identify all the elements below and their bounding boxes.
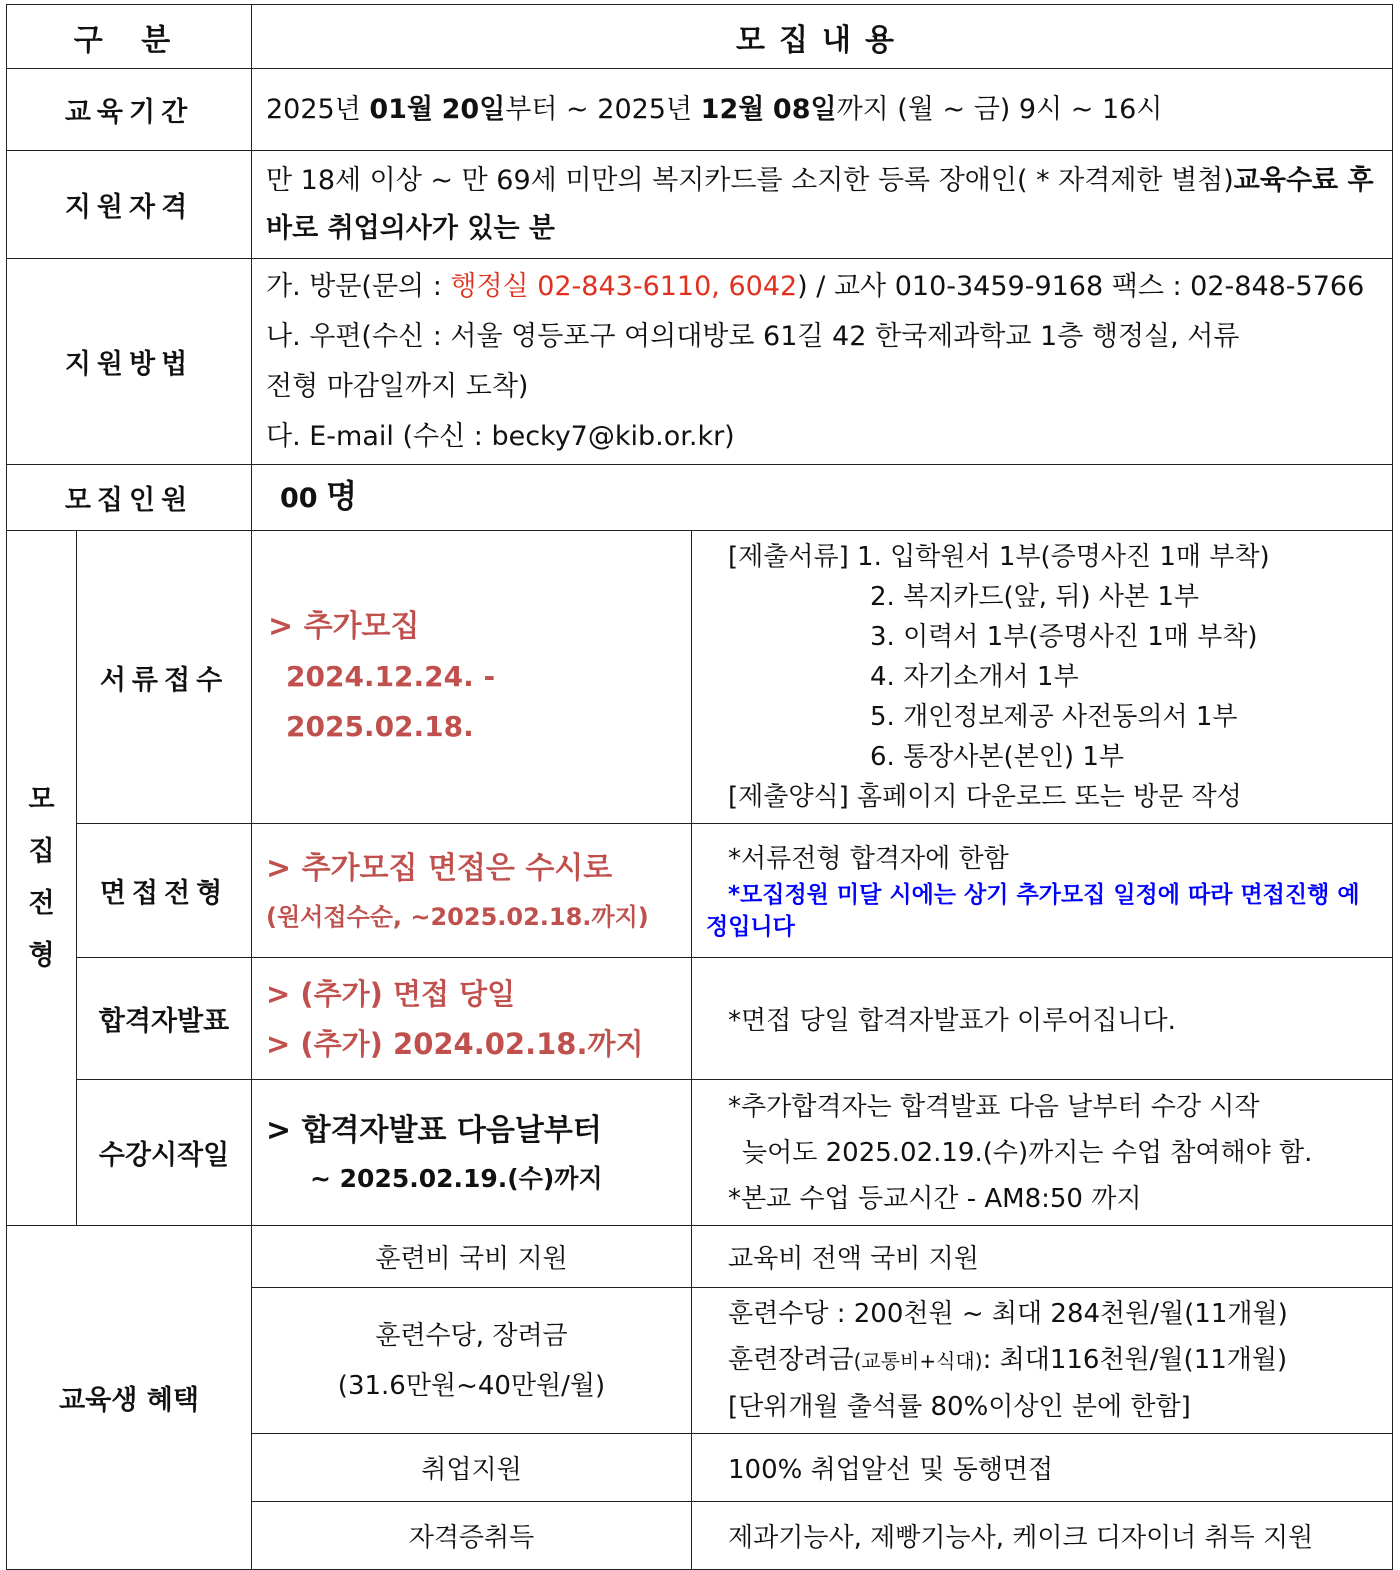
header-category: 구 분 bbox=[7, 5, 252, 69]
docs-item-5: 5. 개인정보제공 사전동의서 1부 bbox=[870, 702, 1238, 732]
result-schedule-1: > (추가) 면접 당일 bbox=[266, 976, 516, 1011]
period-row bbox=[7, 69, 1393, 151]
start-note-2: 늦어도 2025.02.19.(수)까지는 수업 참여해야 함. bbox=[742, 1137, 1313, 1168]
benefit-row-1 bbox=[7, 1226, 1393, 1288]
benefit-desc-3: 100% 취업알선 및 동행면접 bbox=[692, 1434, 1393, 1502]
docs-item-4: 4. 자기소개서 1부 bbox=[870, 662, 1079, 692]
benefit-name-2-line2: (31.6만원~40만원/월) bbox=[337, 1370, 606, 1401]
interview-schedule bbox=[252, 824, 692, 958]
qualification-label: 지원자격 bbox=[7, 151, 252, 259]
selection-label bbox=[7, 531, 77, 1226]
docs-item-6: 6. 통장사본(본인) 1부 bbox=[870, 742, 1124, 772]
period-value bbox=[252, 69, 1393, 151]
interview-note-1: *서류전형 합격자에 한함 bbox=[728, 843, 1009, 874]
recruitment-table bbox=[6, 4, 1393, 1570]
method-row bbox=[7, 259, 1393, 465]
incentive-detail: (교통비+식대) bbox=[853, 1349, 983, 1373]
benefits-label: 교육생 혜택 bbox=[7, 1226, 252, 1570]
result-schedule bbox=[252, 958, 692, 1080]
incentive-amount: : 최대116천원/월(11개월) bbox=[982, 1345, 1288, 1375]
period-start-month: 01월 bbox=[369, 93, 434, 125]
result-schedule-2: > (추가) 2024.02.18.까지 bbox=[266, 1026, 644, 1061]
method-visit-prefix: 가. 방문(문의 : bbox=[266, 270, 451, 302]
qualification-row bbox=[7, 151, 1393, 259]
headcount-unit: 명 bbox=[326, 477, 358, 515]
interview-label: 면접전형 bbox=[77, 824, 252, 958]
benefit-desc-1: 교육비 전액 국비 지원 bbox=[692, 1226, 1393, 1288]
result-label: 합격자발표 bbox=[77, 958, 252, 1080]
docs-schedule-title: > 추가모집 bbox=[268, 609, 420, 644]
method-visit-phone: 행정실 02-843-6110, 6042 bbox=[450, 270, 798, 302]
docs-row bbox=[7, 531, 1393, 824]
benefit-desc-2 bbox=[692, 1288, 1393, 1434]
method-value bbox=[252, 259, 1393, 465]
benefit-name-4: 자격증취득 bbox=[252, 1502, 692, 1570]
benefit-desc-2-line1: 훈련수당 : 200천원 ~ 최대 284천원/월(11개월) bbox=[728, 1299, 1288, 1329]
method-mail-cont: 전형 마감일까지 도착) bbox=[266, 370, 529, 402]
headcount-row bbox=[7, 465, 1393, 531]
benefit-desc-2-line2 bbox=[728, 1337, 1392, 1384]
headcount-number: 00 bbox=[280, 483, 318, 514]
selection-label-text: 모집전형 bbox=[28, 784, 55, 971]
header-content: 모집내용 bbox=[252, 5, 1393, 69]
result-note: *면접 당일 합격자발표가 이루어집니다. bbox=[692, 958, 1393, 1080]
benefit-name-3: 취업지원 bbox=[252, 1434, 692, 1502]
period-to: 까지 (월 ~ 금) 9시 ~ 16시 bbox=[836, 93, 1163, 125]
benefit-desc-2-line3: [단위개월 출석률 80%이상인 분에 한함] bbox=[728, 1392, 1191, 1422]
headcount-value bbox=[252, 465, 1393, 531]
interview-row bbox=[7, 824, 1393, 958]
method-visit-suffix: ) / 교사 010-3459-9168 팩스 : 02-848-5766 bbox=[797, 270, 1365, 302]
period-start-year: 2025년 bbox=[266, 93, 361, 125]
header-row bbox=[7, 5, 1393, 69]
method-mail: 나. 우편(수신 : 서울 영등포구 여의대방로 61길 42 한국제과학교 1층 행정실, 서류 bbox=[266, 320, 1240, 352]
headcount-label: 모집인원 bbox=[7, 465, 252, 531]
start-schedule bbox=[252, 1080, 692, 1226]
period-end-year: 2025년 bbox=[597, 93, 693, 125]
period-end-month: 12월 bbox=[700, 93, 765, 125]
start-schedule-1: > 합격자발표 다음날부터 bbox=[266, 1112, 602, 1148]
interview-notes bbox=[692, 824, 1393, 958]
docs-item-3: 3. 이력서 1부(증명사진 1매 부착) bbox=[870, 622, 1258, 652]
docs-submit-title: [제출서류] bbox=[728, 542, 849, 572]
start-note-3: *본교 수업 등교시간 - AM8:50 까지 bbox=[728, 1183, 1142, 1214]
benefit-name-2-line1: 훈련수당, 장려금 bbox=[375, 1320, 568, 1351]
start-note-1: *추가합격자는 합격발표 다음 날부터 수강 시작 bbox=[728, 1091, 1260, 1122]
benefit-name-2 bbox=[252, 1288, 692, 1434]
docs-item-1 bbox=[728, 537, 1382, 577]
method-visit bbox=[266, 262, 1382, 312]
method-email: 다. E-mail (수신 : becky7@kib.or.kr) bbox=[266, 420, 735, 452]
benefit-desc-4: 제과기능사, 제빵기능사, 케이크 디자이너 취득 지원 bbox=[692, 1502, 1393, 1570]
qualification-text: 만 18세 이상 ~ 만 69세 미만의 복지카드를 소지한 등록 장애인( * 자격제한 별첨) bbox=[266, 164, 1234, 196]
period-end-day: 08일 bbox=[772, 93, 837, 125]
method-label: 지원방법 bbox=[7, 259, 252, 465]
period-label: 교육기간 bbox=[7, 69, 252, 151]
start-label: 수강시작일 bbox=[77, 1080, 252, 1226]
docs-item-text: 1. 입학원서 1부(증명사진 1매 부착) bbox=[857, 542, 1270, 572]
incentive-label: 훈련장려금 bbox=[728, 1345, 854, 1375]
period-from: 부터 ~ bbox=[505, 93, 589, 125]
period-start-day: 20일 bbox=[441, 93, 506, 125]
docs-label: 서류접수 bbox=[77, 531, 252, 824]
result-row bbox=[7, 958, 1393, 1080]
interview-schedule-title: > 추가모집 면접은 수시로 bbox=[266, 850, 613, 886]
docs-requirements bbox=[692, 531, 1393, 824]
interview-schedule-note: (원서접수순, ~2025.02.18.까지) bbox=[266, 902, 649, 931]
docs-form: [제출양식] 홈페이지 다운로드 또는 방문 작성 bbox=[728, 782, 1242, 812]
interview-note-2: *모집정원 미달 시에는 상기 추가모집 일정에 따라 면접진행 예정입니다 bbox=[706, 881, 1360, 940]
qualification-value bbox=[252, 151, 1393, 259]
qualification-bold-text: 교육수료 후 바로 취업의사가 있는 분 bbox=[266, 164, 1374, 244]
docs-item-2: 2. 복지카드(앞, 뒤) 사본 1부 bbox=[870, 582, 1200, 612]
docs-schedule bbox=[252, 531, 692, 824]
benefit-name-1: 훈련비 국비 지원 bbox=[252, 1226, 692, 1288]
start-notes bbox=[692, 1080, 1393, 1226]
start-row bbox=[7, 1080, 1393, 1226]
docs-schedule-dates: 2024.12.24. - 2025.02.18. bbox=[286, 660, 496, 743]
start-schedule-2: ~ 2025.02.19.(수)까지 bbox=[310, 1163, 603, 1193]
